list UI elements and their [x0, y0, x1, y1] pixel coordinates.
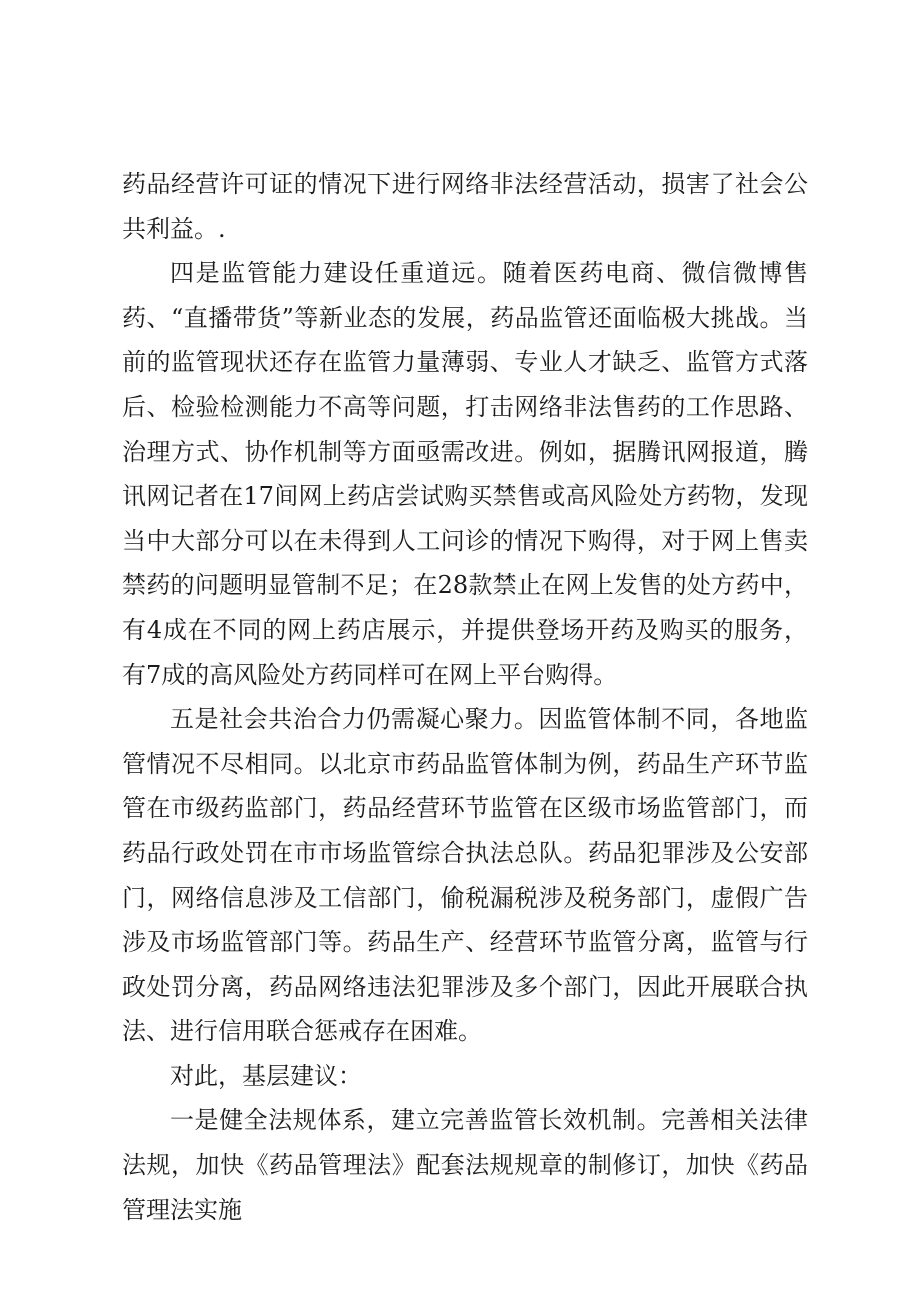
paragraph-suggestion-intro: 对此，基层建议： — [170, 1061, 362, 1090]
paragraph-supervision-capacity: 四是监管能力建设任重道远。随着医药电商、微信微博售药、“直播带货”等新业态的发展，药品监管还面临极大挑战。当前的监管现状还存在监管力量薄弱、专业人才缺乏、监管方式落后、检验检测能力不高等问题，打击网络非法售药的工作思路、治理方式、协作机制等方面亟需改进。例如，据腾讯网报道，腾讯网记者在17间网上药店尝试购买禁售或高风险处方药物，发现当中大部分可以在未得到人工问诊的情况下购得，对于网上售卖禁药的问题明显管制不足；在28款禁止在网上发售的处方药中，有4成在不同的网上药店展示，并提供登场开药及购买的服务，有7成的高风险处方药同样可在网上平台购得。 — [122, 259, 808, 689]
paragraph-legal-system: 一是健全法规体系，建立完善监管长效机制。完善相关法律法规，加快《药品管理法》配套法规规章的制修订，加快《药品管理法实施 — [122, 1106, 808, 1224]
paragraph-social-governance: 五是社会共治合力仍需凝心聚力。因监管体制不同，各地监管情况不尽相同。以北京市药品监管体制为例，药品生产环节监管在市级药监部门，药品经营环节监管在区级市场监管部门，而药品行政处罚在市市场监管综合执法总队。药品犯罪涉及公安部门，网络信息涉及工信部门，偷税漏税涉及税务部门，虚假广告涉及市场监管部门等。药品生产、经营环节监管分离，监管与行政处罚分离，药品网络违法犯罪涉及多个部门，因此开展联合执法、进行信用联合惩戒存在困难。 — [122, 705, 808, 1046]
document-body — [122, 162, 808, 1232]
paragraph-continuation: 药品经营许可证的情况下进行网络非法经营活动，损害了社会公共利益。. — [122, 170, 808, 243]
